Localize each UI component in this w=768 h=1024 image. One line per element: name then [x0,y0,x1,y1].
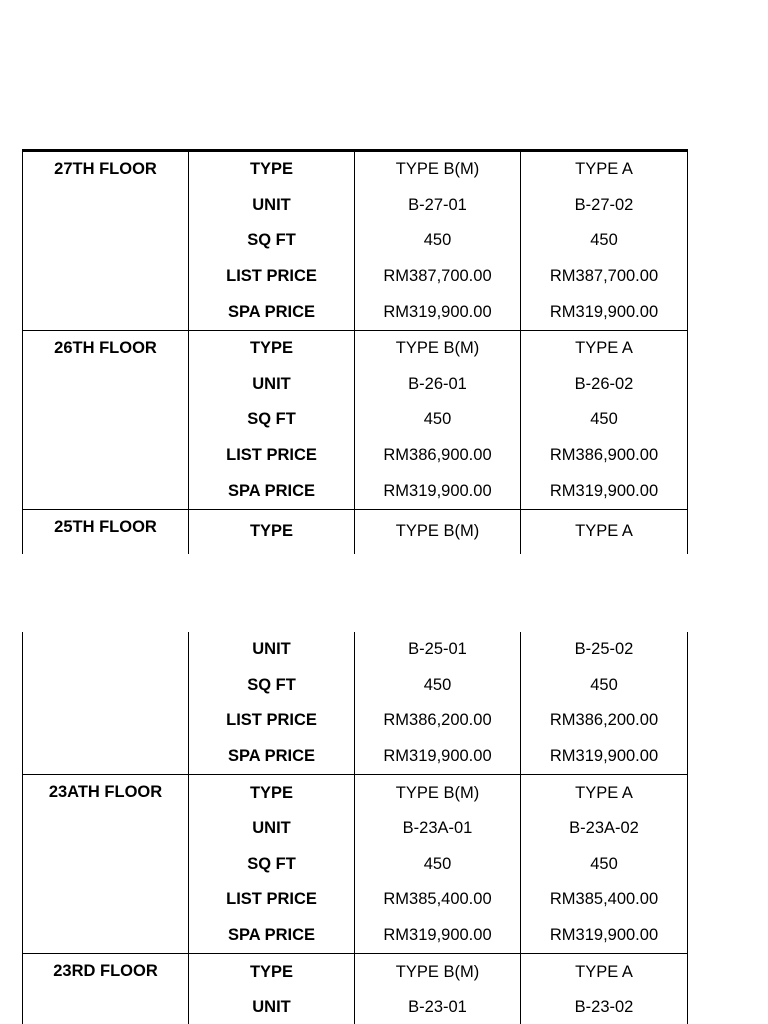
cell-value: B-27-01 [355,188,521,224]
table-row [23,954,688,990]
price-table-bottom [22,632,688,1024]
cell-value: RM319,900.00 [355,294,521,330]
cell-value: B-23A-01 [355,811,521,847]
cell-value: 450 [355,402,521,438]
cell-value: RM386,900.00 [521,438,688,474]
cell-value: RM385,400.00 [355,882,521,918]
row-label: SQ FT [189,402,355,438]
row-label: LIST PRICE [189,438,355,474]
row-label: SQ FT [189,223,355,259]
cell-value: B-25-01 [355,632,521,668]
cell-value: B-26-02 [521,367,688,403]
row-label: UNIT [189,990,355,1024]
cell-value: B-27-02 [521,188,688,224]
floor-label: 25TH FLOOR [23,509,189,553]
cell-value: RM319,900.00 [355,739,521,775]
cell-value: TYPE B(M) [355,151,521,188]
row-label: LIST PRICE [189,703,355,739]
row-label: SPA PRICE [189,918,355,954]
cell-value: TYPE B(M) [355,509,521,553]
row-label: TYPE [189,330,355,366]
cell-value: RM319,900.00 [521,739,688,775]
floor-label: 26TH FLOOR [23,330,189,509]
cell-value: 450 [521,223,688,259]
row-label: UNIT [189,632,355,668]
cell-value: RM319,900.00 [521,294,688,330]
row-label: UNIT [189,367,355,403]
cell-value: TYPE B(M) [355,775,521,811]
cell-value: RM319,900.00 [355,473,521,509]
cell-value: RM385,400.00 [521,882,688,918]
cell-value: TYPE A [521,509,688,553]
cell-value: 450 [521,847,688,883]
cell-value: B-25-02 [521,632,688,668]
cell-value: RM319,900.00 [521,473,688,509]
cell-value: TYPE A [521,151,688,188]
cell-value: TYPE B(M) [355,954,521,990]
cell-value: B-23-01 [355,990,521,1024]
row-label: LIST PRICE [189,882,355,918]
cell-value: 450 [521,668,688,704]
cell-value: TYPE A [521,775,688,811]
row-label: SPA PRICE [189,739,355,775]
cell-value: RM319,900.00 [521,918,688,954]
cell-value: 450 [355,223,521,259]
row-label: TYPE [189,151,355,188]
cell-value: RM387,700.00 [521,259,688,295]
row-label: SQ FT [189,847,355,883]
price-table-top [22,149,688,554]
row-label: SQ FT [189,668,355,704]
table-row [23,509,688,553]
cell-value: B-23A-02 [521,811,688,847]
table-row [23,775,688,811]
row-label: TYPE [189,775,355,811]
row-label: SPA PRICE [189,473,355,509]
cell-value: TYPE A [521,954,688,990]
cell-value: TYPE B(M) [355,330,521,366]
cell-value: B-26-01 [355,367,521,403]
cell-value: 450 [355,668,521,704]
row-label: SPA PRICE [189,294,355,330]
cell-value: RM386,900.00 [355,438,521,474]
floor-label: 23RD FLOOR [23,954,189,1024]
cell-value: TYPE A [521,330,688,366]
cell-value: RM319,900.00 [355,918,521,954]
table-row [23,151,688,188]
row-label: LIST PRICE [189,259,355,295]
row-label: TYPE [189,954,355,990]
cell-value: RM387,700.00 [355,259,521,295]
floor-label: 27TH FLOOR [23,151,189,331]
row-label: TYPE [189,509,355,553]
row-label: UNIT [189,811,355,847]
cell-value: 450 [521,402,688,438]
cell-value: RM386,200.00 [355,703,521,739]
table-row [23,330,688,366]
table-row [23,632,688,668]
cell-value: 450 [355,847,521,883]
floor-label: 23ATH FLOOR [23,775,189,954]
cell-value: RM386,200.00 [521,703,688,739]
cell-value: B-23-02 [521,990,688,1024]
row-label: UNIT [189,188,355,224]
floor-label [23,632,189,775]
